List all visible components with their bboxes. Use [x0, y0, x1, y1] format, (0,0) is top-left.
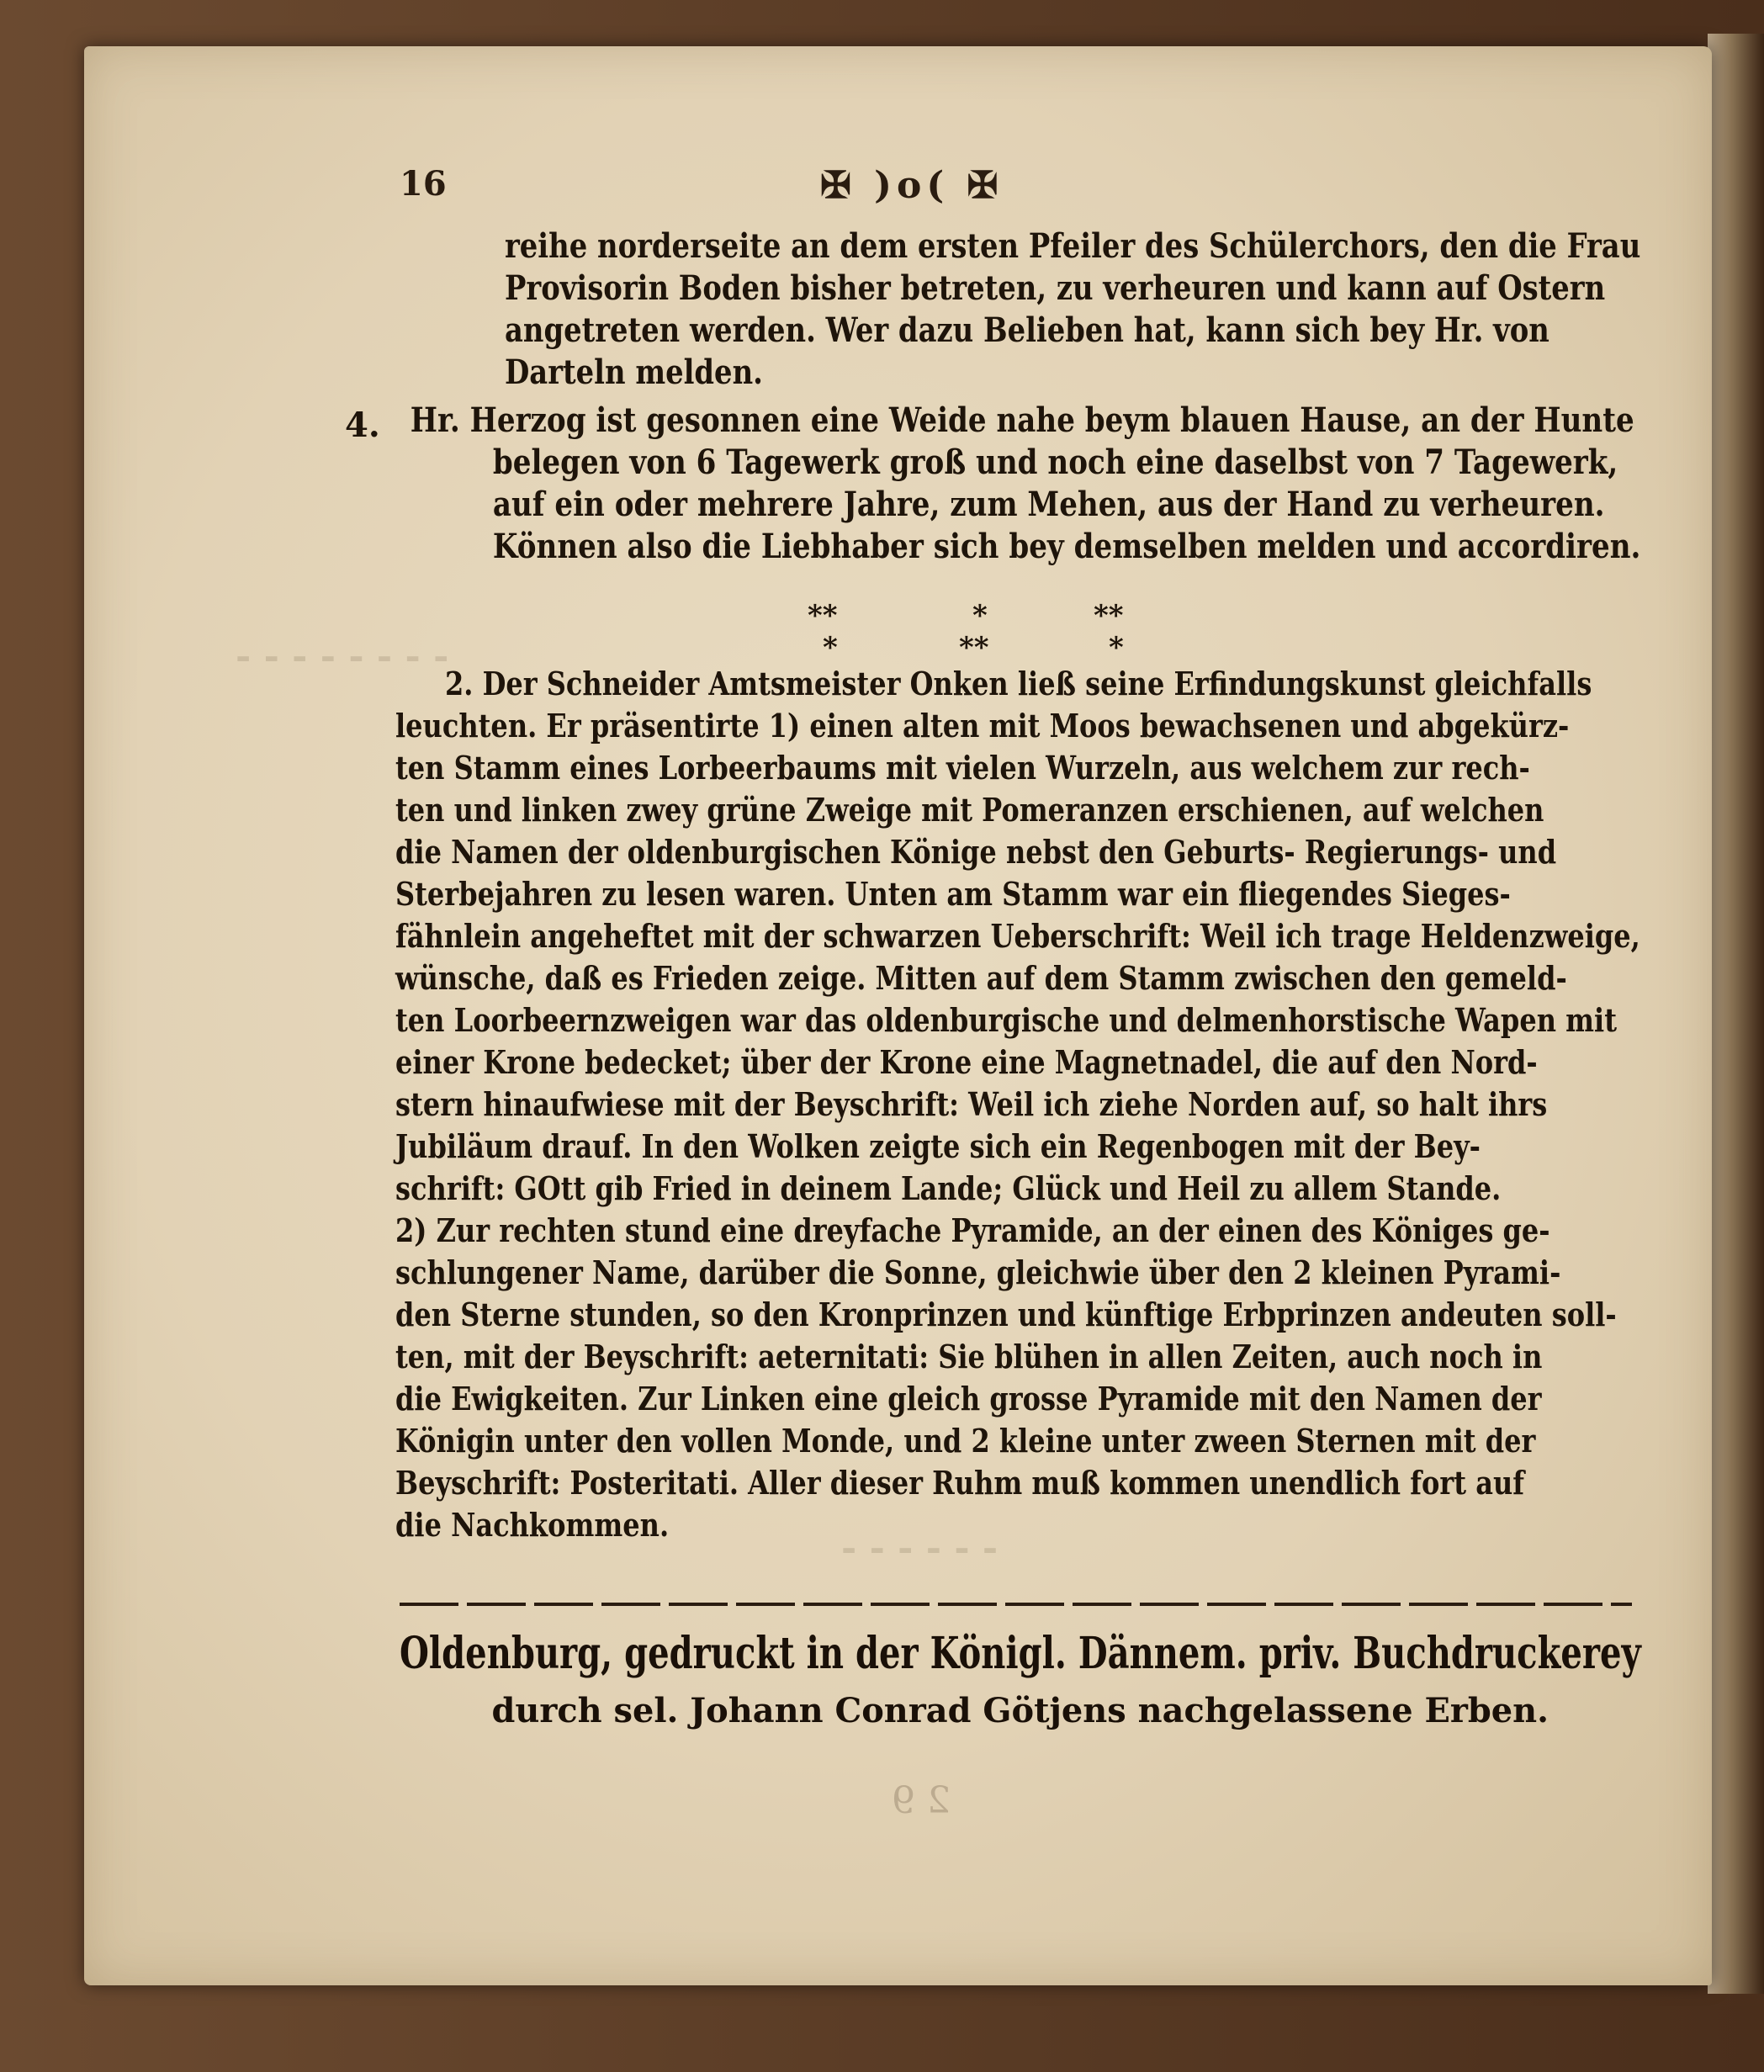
text-line: Jubiläum drauf. In den Wolken zeigte sich ein Regenbogen mit der Bey- [395, 1127, 1481, 1165]
text-line: auf ein oder mehrere Jahre, zum Mehen, aus der Hand zu verheuren. [492, 485, 1605, 524]
asterism-star: ** [959, 631, 989, 665]
text-line: leuchten. Er präsentirte 1) einen alten mit Moos bewachsenen und abgekürz- [395, 707, 1570, 745]
text-line: belegen von 6 Tagewerk groß und noch eine daselbst von 7 Tagewerk, [492, 442, 1618, 482]
running-head-ornament: ✠ )o( ✠ [820, 164, 1004, 207]
text-line: den Sterne stunden, so den Kronprinzen und künftige Erbprinzen andeuten soll- [395, 1296, 1617, 1333]
text-line: Können also die Liebhaber sich bey demselben melden und accordiren. [492, 527, 1641, 566]
text-line: reihe norderseite an dem ersten Pfeiler des Schülerchors, den die Frau [505, 226, 1641, 266]
asterism-star: * [972, 599, 988, 633]
text-line: wünsche, daß es Frieden zeige. Mitten auf dem Stamm zwischen den gemeld- [395, 959, 1567, 997]
text-line: 2) Zur rechten stund eine dreyfache Pyramide, an der einen des Königes ge- [395, 1211, 1550, 1249]
page-header [400, 164, 1632, 215]
page-number: 16 [400, 164, 447, 204]
show-through-mark: 2 9 [892, 1779, 951, 1822]
text-line: Darteln melden. [505, 352, 763, 392]
notice-4 [400, 400, 1764, 568]
text-line: ten, mit der Beyschrift: aeternitati: Sie blühen in allen Zeiten, auch noch in [395, 1338, 1543, 1375]
text-line: angetreten werden. Wer dazu Belieben hat, kann sich bey Hr. von [505, 310, 1549, 350]
text-line: die Nachkommen. [395, 1506, 670, 1544]
text-line: Hr. Herzog ist gesonnen eine Weide nahe beym blauen Hause, an der Hunte [410, 400, 1634, 440]
text-line: einer Krone bedecket; über der Krone eine Magnetnadel, die auf den Nord- [395, 1043, 1538, 1081]
asterism-star: * [823, 631, 838, 665]
text-line: fähnlein angeheftet mit der schwarzen Ueberschrift: Weil ich trage Heldenzweige, [395, 917, 1640, 955]
text-line: die Namen der oldenburgischen Könige nebst den Geburts- Regierungs- und [395, 833, 1557, 871]
text-line: schlungener Name, darüber die Sonne, gleichwie über den 2 kleinen Pyrami- [395, 1253, 1561, 1291]
divider-rule [400, 1603, 1632, 1606]
text-line: die Ewigkeiten. Zur Linken eine gleich grosse Pyramide mit den Namen der [395, 1380, 1542, 1418]
text-line: Königin unter den vollen Monde, und 2 kleine unter zween Sternen mit der [395, 1422, 1536, 1460]
show-through-text: - - - - - - - - [236, 635, 449, 678]
asterism-star: ** [808, 599, 838, 633]
text-line: ten Loorbeernzweigen war das oldenburgische und delmenhorstische Wapen mit [395, 1001, 1618, 1039]
text-line: schrift: GOtt gib Fried in deinem Lande; Glück und Heil zu allem Stande. [395, 1169, 1502, 1207]
imprint-printer: durch sel. Johann Conrad Götjens nachgelassene Erben. [491, 1691, 1549, 1730]
notice-number: 4. [345, 405, 380, 445]
text-line: Provisorin Boden bisher betreten, zu verheuren und kann auf Ostern [505, 268, 1606, 308]
text-line: ten und linken zwey grüne Zweige mit Pomeranzen erschienen, auf welchen [395, 791, 1544, 829]
text-line: Sterbejahren zu lesen waren. Unten am Stamm war ein fliegendes Sieges- [395, 875, 1511, 913]
imprint-line: Oldenburg, gedruckt in der Königl. Dännem. priv. Buchdruckerey [400, 1628, 1641, 1679]
article-2 [395, 663, 1764, 1546]
notice-continued [505, 225, 1764, 394]
text-line: stern hinaufwiese mit der Beyschrift: Weil ich ziehe Norden auf, so halt ihrs [395, 1085, 1548, 1123]
asterism-star: * [1109, 631, 1124, 665]
text-line: Beyschrift: Posteritati. Aller dieser Ruhm muß kommen unendlich fort auf [395, 1464, 1525, 1502]
text-line: 2. Der Schneider Amtsmeister Onken ließ seine Erfindungskunst gleichfalls [445, 665, 1592, 702]
show-through-text: - - - - - - [841, 1527, 999, 1570]
text-line: ten Stamm eines Lorbeerbaums mit vielen Wurzeln, aus welchem zur rech- [395, 749, 1530, 787]
asterism-star: ** [1094, 599, 1124, 633]
